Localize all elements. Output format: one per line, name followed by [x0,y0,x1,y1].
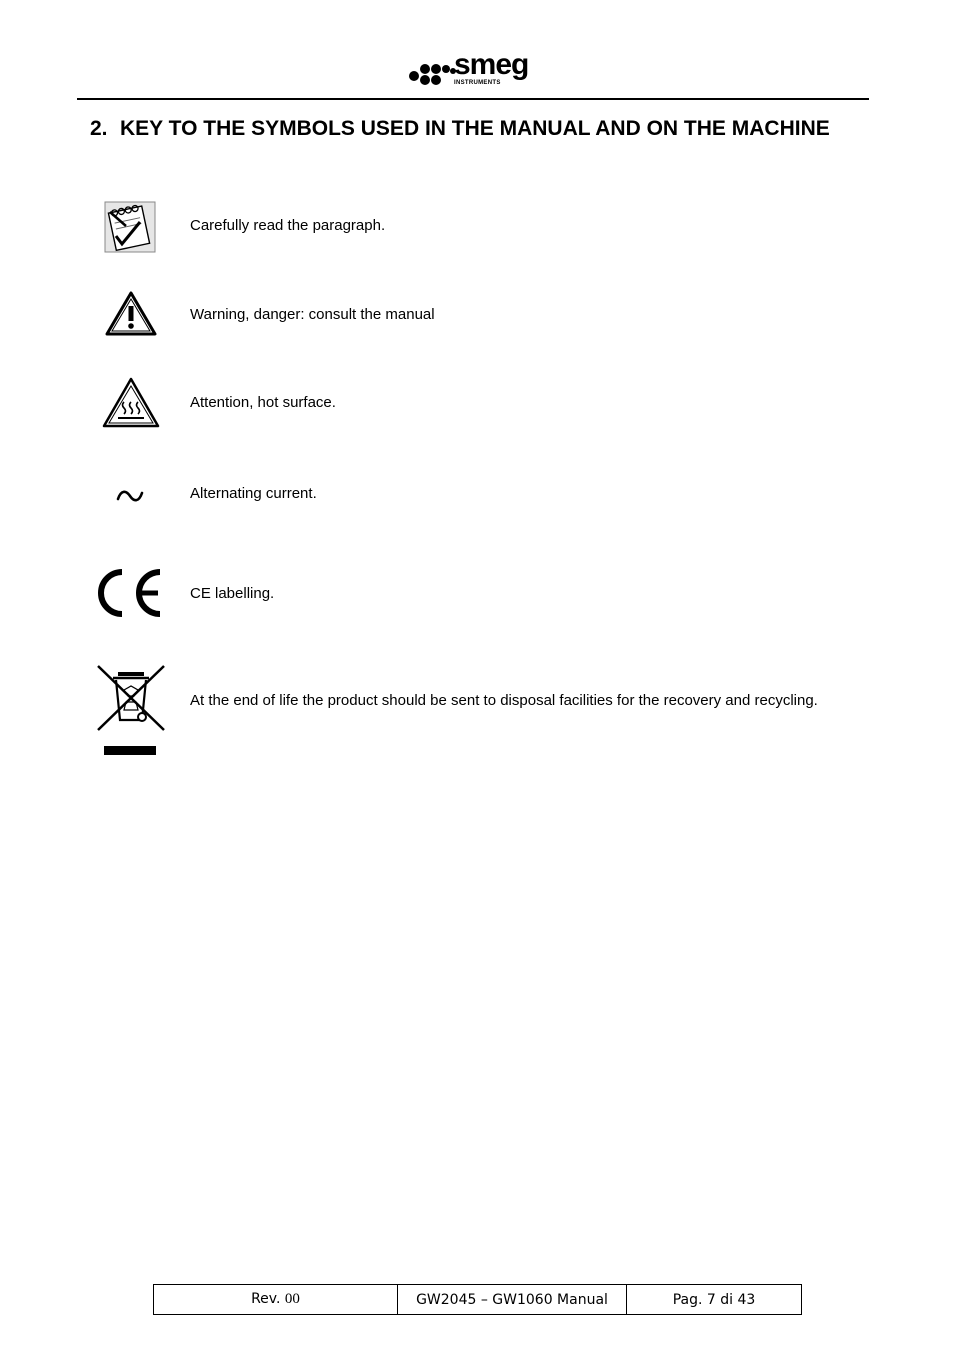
symbol-description: At the end of life the product should be sent to disposal facilities for the recovery and recycling. [190,692,818,709]
symbol-description: CE labelling. [190,585,275,602]
weee-disposal-icon [96,664,166,758]
rev-number: 00 [284,1291,300,1307]
footer-manual-title: GW2045 – GW1060 Manual [398,1285,627,1315]
symbol-row-ce [92,566,852,618]
footer-table [153,1284,802,1315]
hot-surface-icon [101,376,161,430]
smeg-logo [408,48,540,90]
symbol-description: Alternating current. [190,485,317,502]
logo-dots-icon [408,60,456,86]
section-title [90,116,850,142]
symbol-description: Attention, hot surface. [190,394,336,411]
symbol-description: Carefully read the paragraph. [190,217,386,234]
ce-mark-icon [98,568,166,618]
read-paragraph-icon [92,200,156,254]
symbol-description: Warning, danger: consult the manual [190,306,435,323]
section-heading-text: KEY TO THE SYMBOLS USED IN THE MANUAL AND ON THE MACHINE [120,117,830,140]
alternating-current-icon [116,486,144,506]
header-rule [77,98,869,100]
warning-triangle-icon [104,290,158,338]
logo-subtext: INSTRUMENTS [454,80,501,86]
footer-revision [154,1285,398,1315]
rev-label: Rev. [251,1291,281,1307]
symbol-row-hot-surface [92,376,852,430]
symbol-row-read [92,198,852,254]
symbol-row-ac [92,480,852,510]
logo-wordmark: smeg [454,48,529,81]
symbol-row-weee [92,664,852,758]
section-number: 2. [90,117,108,140]
symbol-row-warning [92,290,852,338]
footer-page-number: Pag. 7 di 43 [627,1285,802,1315]
